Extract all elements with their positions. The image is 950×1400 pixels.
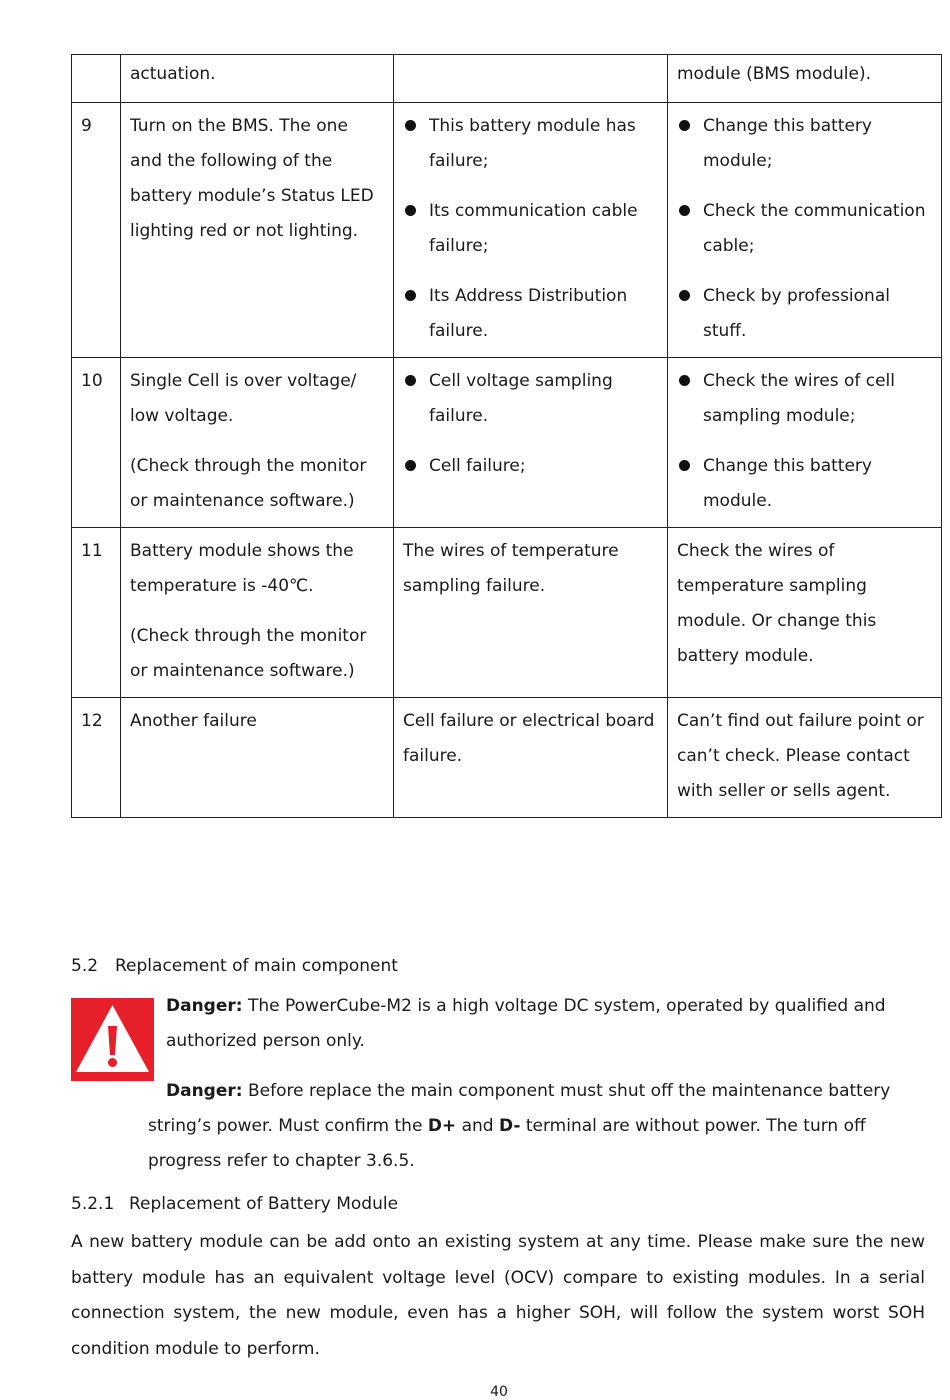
cause-cell [394, 358, 668, 528]
cause-text: The wires of temperature sampling failure. [403, 541, 619, 596]
table-row [72, 528, 942, 698]
danger-label: Danger: [166, 996, 243, 1016]
symptom-text: Single Cell is over voltage/ low voltage. [130, 371, 357, 426]
list-item: Change this battery module. [677, 449, 933, 519]
row-number: 11 [72, 528, 121, 698]
terminal-dplus: D+ [427, 1116, 457, 1136]
list-item: Check the communication cable; [677, 194, 933, 264]
solution-text: module (BMS module). [677, 64, 872, 84]
solution-text: Check the wires of temperature sampling module. Or change this battery module. [677, 541, 877, 666]
subsection-title: Replacement of Battery Module [129, 1194, 399, 1214]
row-number: 10 [72, 358, 121, 528]
cause-cell [394, 698, 668, 818]
danger-text: terminal are without power. The turn off progress refer to chapter 3.6.5. [148, 1116, 866, 1171]
row-number: 9 [72, 103, 121, 358]
symptom-text: (Check through the monitor or maintenance software.) [130, 626, 367, 681]
symptom-cell [121, 103, 394, 358]
danger-text: Before replace the main component must shut off the maintenance battery string’s power. Must confirm the [148, 1081, 891, 1136]
symptom-cell [121, 358, 394, 528]
symptom-text: Turn on the BMS. The one and the following of the battery module’s Status LED lighting red or not lighting. [130, 116, 374, 241]
solution-list [677, 109, 933, 349]
subsection-heading [71, 1194, 398, 1214]
cause-text: Cell failure or electrical board failure. [403, 711, 655, 766]
solution-cell [668, 528, 942, 698]
list-item: This battery module has failure; [403, 109, 659, 179]
table-row [72, 55, 942, 103]
table-row [72, 103, 942, 358]
symptom-text: actuation. [130, 64, 216, 84]
cause-cell [394, 103, 668, 358]
solution-cell [668, 358, 942, 528]
section-number: 5.2 [71, 956, 99, 976]
solution-cell [668, 698, 942, 818]
section-title: Replacement of main component [115, 956, 398, 976]
table-row [72, 698, 942, 818]
solution-text: Can’t find out failure point or can’t check. Please contact with seller or sells agent. [677, 711, 924, 801]
row-number [72, 55, 121, 103]
solution-list [677, 364, 933, 519]
troubleshooting-table [71, 54, 942, 818]
symptom-text: Another failure [130, 711, 257, 731]
danger-triangle-icon [71, 998, 154, 1081]
list-item: Change this battery module; [677, 109, 933, 179]
danger-text: and [456, 1116, 499, 1136]
body-paragraph: A new battery module can be add onto an existing system at any time. Please make sure the new battery module has an equivalent voltage level (OCV) compare to existing modules. In a serial connection system, the new module, even has a higher SOH, will follow the system worst SOH condition module to perform. [71, 1232, 925, 1359]
danger-note-2 [148, 1074, 928, 1179]
subsection-number: 5.2.1 [71, 1194, 115, 1214]
cause-cell [394, 55, 668, 103]
list-item: Check the wires of cell sampling module; [677, 364, 933, 434]
list-item: Check by professional stuff. [677, 279, 933, 349]
cause-list [403, 109, 659, 349]
symptom-cell [121, 528, 394, 698]
list-item: Cell failure; [403, 449, 659, 484]
danger-note-1 [166, 989, 926, 1059]
list-item: Its communication cable failure; [403, 194, 659, 264]
solution-cell [668, 55, 942, 103]
row-number: 12 [72, 698, 121, 818]
table-row [72, 358, 942, 528]
page-number: 40 [490, 1384, 508, 1400]
cause-list [403, 364, 659, 484]
terminal-dminus: D- [498, 1116, 521, 1136]
symptom-text: Battery module shows the temperature is -40℃. [130, 541, 354, 596]
danger-label: Danger: [166, 1081, 243, 1101]
section-heading [71, 956, 398, 976]
list-item: Its Address Distribution failure. [403, 279, 659, 349]
solution-cell [668, 103, 942, 358]
cause-cell [394, 528, 668, 698]
symptom-text: (Check through the monitor or maintenance software.) [130, 456, 367, 511]
symptom-cell [121, 55, 394, 103]
symptom-cell [121, 698, 394, 818]
list-item: Cell voltage sampling failure. [403, 364, 659, 434]
danger-text: The PowerCube-M2 is a high voltage DC system, operated by qualified and authorized person only. [166, 996, 886, 1051]
table-body [72, 55, 942, 818]
